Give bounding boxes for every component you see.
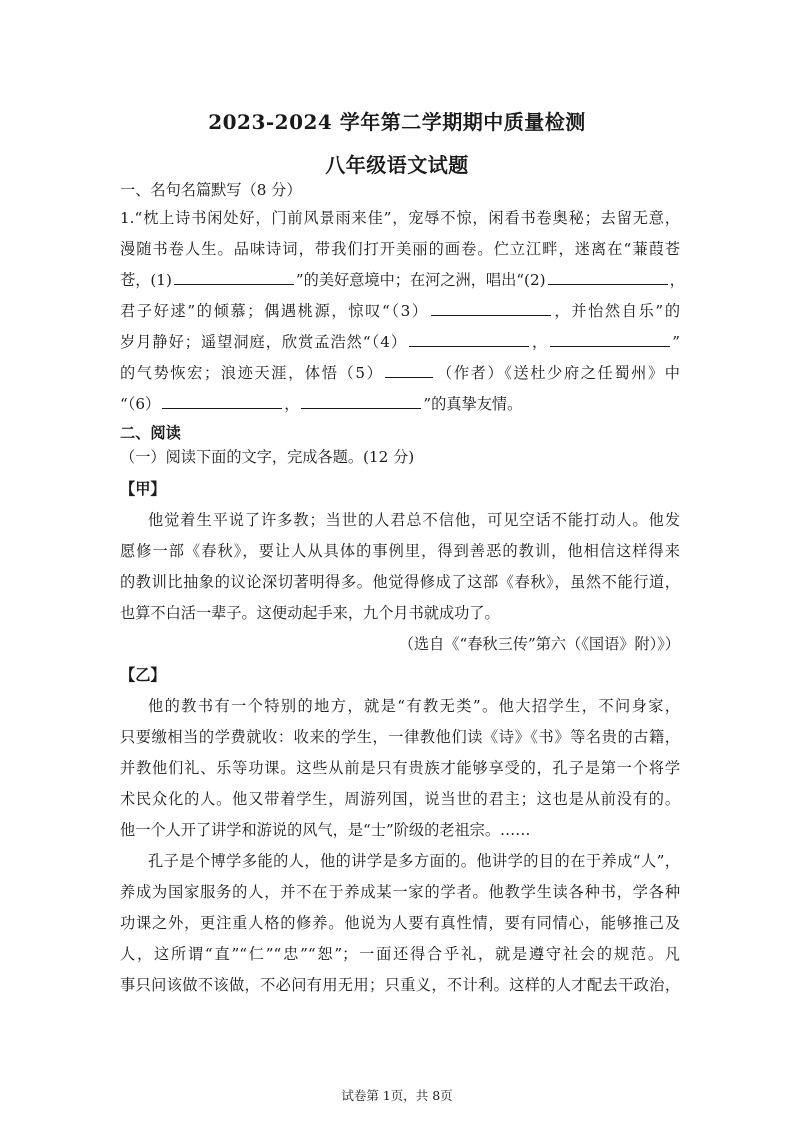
question-text: 岁月静好；遥望洞庭，欣赏孟浩然“（4） <box>120 333 408 351</box>
section-heading-recitation: 一、名句名篇默写（8 分） <box>120 181 302 199</box>
question-line <box>120 301 680 321</box>
answer-blank-1[interactable] <box>174 270 294 285</box>
question-line <box>120 332 680 352</box>
question-text: ， <box>531 333 549 351</box>
question-text: 苍，(1) <box>120 271 172 289</box>
passage-line: 事只问该做不该做，不必问有用无用；只重义，不计利。这样的人才配去干政治， <box>120 976 680 994</box>
question-line <box>120 270 685 290</box>
question-text: ， <box>669 271 685 289</box>
question-text: “（6） <box>120 395 161 413</box>
question-line: 漫随书卷人生。品味诗词，带我们打开美丽的画卷。伫立江畔，迷离在“蒹葭苍 <box>120 240 680 258</box>
answer-blank-4a[interactable] <box>409 332 529 347</box>
question-line: 1.“枕上诗书闲处好，门前风景雨来佳”，宠辱不惊，闲看书卷奥秘；去留无意， <box>120 209 680 227</box>
reading-instruction: （一）阅读下面的文字，完成各题。(12 分) <box>120 448 415 466</box>
question-text: 君子好逑”的倾慕；偶遇桃源，惊叹“（3） <box>120 302 429 320</box>
page-subtitle: 八年级语文试题 <box>325 153 469 177</box>
passage-line: 的教训比抽象的议论深切著明得多。他觉得修成了这部《春秋》，虽然不能行道， <box>120 573 680 591</box>
page-title: 2023-2024 学年第二学期期中质量检测 <box>208 110 586 134</box>
passage-line: 功课之外，更注重人格的修养。他说为人要有真性情，要有同情心，能够推己及 <box>120 914 680 932</box>
question-text: ”的美好意境中；在河之洲，唱出“(2) <box>295 271 546 289</box>
question-text: （作者）《送杜少府之任蜀州》中 <box>435 364 680 382</box>
passage-line: 术民众化的人。他又带着学生，周游列国，说当世的君主；这也是从前没有的。 <box>120 790 680 808</box>
passage-line: 他觉着生平说了许多教；当世的人君总不信他，可见空话不能打动人。他发 <box>148 511 680 529</box>
passage-line: 也算不白活一辈子。这便动起手来，九个月书就成功了。 <box>120 604 500 622</box>
passage-line: 他一个人开了讲学和游说的风气，是“士”阶级的老祖宗。…… <box>120 821 531 839</box>
question-text: ， <box>284 395 300 413</box>
answer-blank-6b[interactable] <box>301 394 421 409</box>
passage-line: 他的教书有一个特别的地方，就是“有教无类”。他大招学生，不问身家， <box>148 697 680 715</box>
section-heading-reading: 二、阅读 <box>120 424 181 442</box>
page-footer: 试卷第 1页，共 8页 <box>341 1088 453 1103</box>
question-text: ，并怡然自乐”的 <box>552 302 681 320</box>
question-text: ” <box>672 333 681 351</box>
passage-line: 并教他们礼、乐等功课。这些从前是只有贵族才能够享受的，孔子是第一个将学 <box>120 759 680 777</box>
passage-line: 愿修一部《春秋》，要让人从具体的事例里，得到善恶的教训，他相信这样得来 <box>120 542 680 560</box>
passage-line: 孔子是个博学多能的人，他的讲学是多方面的。他讲学的目的在于养成“人”， <box>148 852 680 870</box>
question-text: 的气势恢宏；浪迹天涯，体悟（5） <box>120 364 384 382</box>
passage-line: 人，这所谓“直”“仁”“忠”“恕”；一面还得合乎礼，就是遵守社会的规范。凡 <box>120 945 680 963</box>
passage-source: （选自《“春秋三传”第六（《国语》附）》） <box>398 635 680 653</box>
passage-label-yi: 【乙】 <box>120 666 166 684</box>
question-text: ”的真挚友情。 <box>423 395 523 413</box>
answer-blank-5[interactable] <box>385 363 433 378</box>
question-line <box>120 363 680 383</box>
answer-blank-6a[interactable] <box>162 394 282 409</box>
passage-line: 只要缴相当的学费就收：收来的学生，一律教他们读《诗》《书》等名贵的古籍， <box>120 728 680 746</box>
answer-blank-2[interactable] <box>548 270 668 285</box>
question-line <box>120 394 680 414</box>
passage-label-jia: 【甲】 <box>120 480 166 498</box>
passage-line: 养成为国家服务的人，并不在于养成某一家的学者。他教学生读各种书，学各种 <box>120 883 680 901</box>
answer-blank-4b[interactable] <box>550 332 670 347</box>
answer-blank-3[interactable] <box>431 301 551 316</box>
